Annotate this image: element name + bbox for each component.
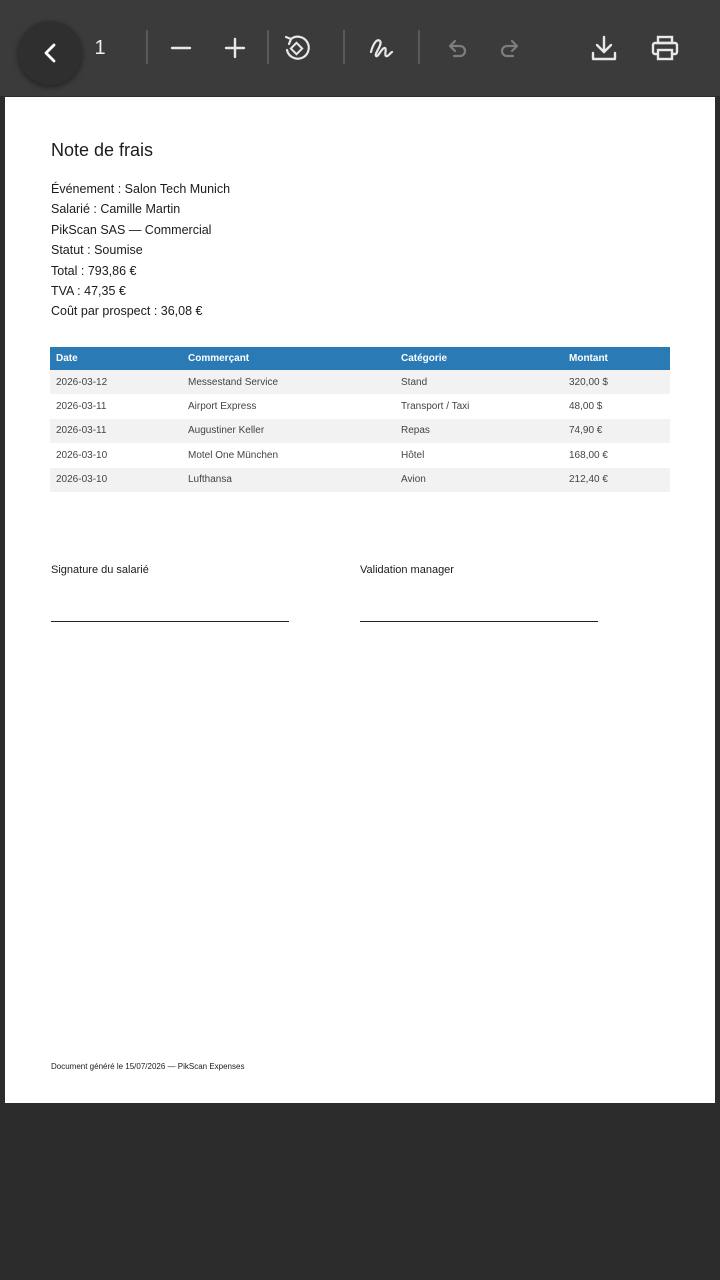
table-row <box>50 394 670 418</box>
cell-date: 2026-03-10 <box>56 449 108 461</box>
cell-amount: 320,00 $ <box>569 376 608 388</box>
toolbar-separator <box>267 30 269 64</box>
cell-category: Repas <box>401 425 430 437</box>
info-line: Salarié : Camille Martin <box>51 202 181 217</box>
cell-merchant: Motel One München <box>188 449 279 461</box>
document-title: Note de frais <box>51 140 154 160</box>
page-number[interactable]: 1 <box>94 36 106 59</box>
info-line: Événement : Salon Tech Munich <box>51 182 231 196</box>
cell-merchant: Messestand Service <box>188 376 279 388</box>
document-footer: Document généré le 15/07/2026 — PikScan Expenses <box>51 1062 245 1071</box>
cell-category: Hôtel <box>401 449 425 461</box>
cell-date: 2026-03-12 <box>56 376 108 388</box>
header-merchant: Commerçant <box>188 353 250 364</box>
cell-date: 2026-03-10 <box>56 474 108 486</box>
cell-amount: 168,00 € <box>569 449 608 461</box>
plus-icon <box>224 37 246 59</box>
cell-merchant: Lufthansa <box>188 474 232 486</box>
cell-category: Transport / Taxi <box>401 401 470 413</box>
info-line: PikScan SAS — Commercial <box>51 222 212 237</box>
cell-amount: 212,40 € <box>569 474 608 486</box>
header-category: Catégorie <box>401 353 448 364</box>
redo-button[interactable] <box>495 28 525 68</box>
zoom-out-button[interactable] <box>166 28 196 68</box>
employee-signature-line <box>51 621 289 622</box>
info-line: Total : 793,86 € <box>51 263 137 278</box>
minus-icon <box>170 37 192 59</box>
table-row <box>50 419 670 443</box>
table-row <box>50 370 670 394</box>
cell-merchant: Airport Express <box>188 401 257 413</box>
manager-validation-line <box>360 621 598 622</box>
table-header <box>50 347 670 370</box>
download-button[interactable] <box>588 28 620 68</box>
zoom-in-button[interactable] <box>220 28 250 68</box>
pdf-toolbar <box>0 0 720 96</box>
print-button[interactable] <box>648 28 682 68</box>
manager-validation-label: Validation manager <box>360 564 454 576</box>
chevron-left-icon <box>39 42 61 64</box>
info-line: TVA : 47,35 € <box>51 284 126 299</box>
cell-merchant: Augustiner Keller <box>188 425 265 437</box>
table-row <box>50 468 670 492</box>
info-line: Coût par prospect : 36,08 € <box>51 304 203 319</box>
employee-signature-label: Signature du salarié <box>51 564 149 576</box>
signature-icon <box>367 34 395 62</box>
info-line: Statut : Soumise <box>51 243 143 258</box>
cell-amount: 48,00 $ <box>569 401 603 413</box>
cell-amount: 74,90 € <box>569 425 603 437</box>
toolbar-separator <box>418 30 420 64</box>
undo-button[interactable] <box>442 28 472 68</box>
print-icon <box>650 34 680 62</box>
table-row <box>50 443 670 467</box>
header-amount: Montant <box>569 353 608 364</box>
cell-date: 2026-03-11 <box>56 425 107 437</box>
cell-category: Stand <box>401 376 428 388</box>
undo-icon <box>445 36 469 60</box>
pdf-page <box>5 97 715 1103</box>
redo-icon <box>498 36 522 60</box>
expense-table <box>50 347 670 492</box>
toolbar-separator <box>146 30 148 64</box>
rotate-icon <box>282 33 312 63</box>
header-date: Date <box>56 353 78 364</box>
expense-info <box>51 179 230 322</box>
cell-date: 2026-03-11 <box>56 401 107 413</box>
annotate-button[interactable] <box>364 28 398 68</box>
cell-category: Avion <box>401 474 426 486</box>
download-icon <box>590 34 618 62</box>
back-button[interactable] <box>18 21 82 85</box>
toolbar-separator <box>343 30 345 64</box>
rotate-button[interactable] <box>280 28 314 68</box>
